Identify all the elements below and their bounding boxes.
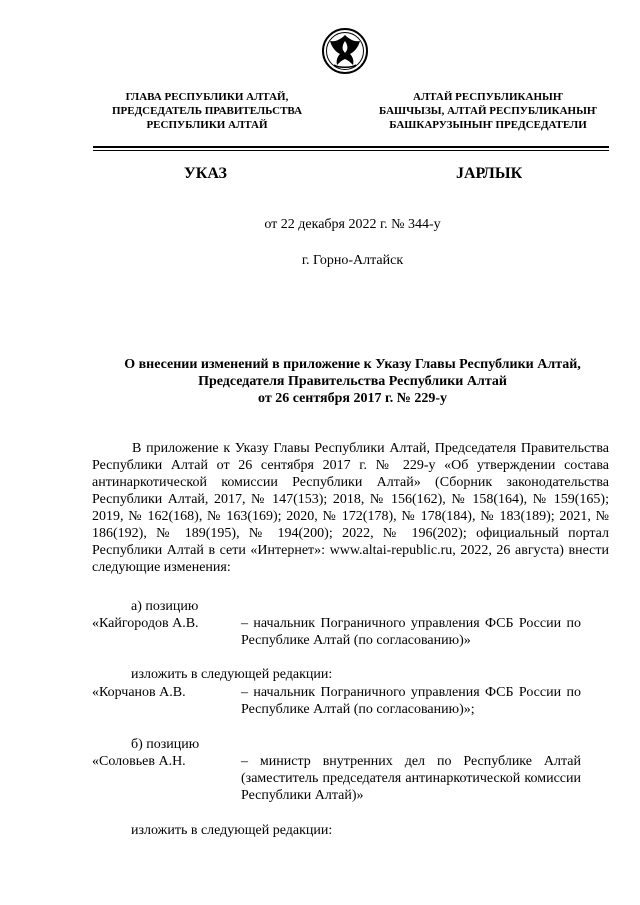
item-a-old-name: «Кайгородов А.В. (92, 616, 199, 631)
decree-city: г. Горно-Алтайск (301, 253, 404, 268)
item-a-new-desc: – начальник Пограничного управления ФСБ России по Республике Алтай (по согласованию)»; (241, 685, 581, 717)
item-a-label: а) позицию (131, 599, 199, 614)
header-right-line: БАШЧЫЗЫ, АЛТАЙ РЕСПУБЛИКАНЫҤ (378, 105, 598, 117)
header-divider-thick (93, 146, 609, 148)
document-type-alt: JАРЛЫК (456, 165, 523, 182)
subject-line: Председателя Правительства Республики Алтай (198, 374, 507, 389)
intro-paragraph: В приложение к Указу Главы Республики Алтай, Председателя Правительства Республики Алтай от 26 сентября 2017 г. № 229-у «Об утверждении состава антинаркотической комиссии Республики Алтай» (Сборник законодательства Республики Алтай, 2017, № 147(153); 2018, № 156(162), № 158(164), № 159(165); 2019, № 162(168), № 163(169); 2020, № 172(178), № 178(184), № 183(189); 2021, № 186(192), № 189(195), № 194(200); 2022, № 196(202); официальный портал Республики Алтай в сети «Интернет»: www.altai-republic.ru, 2022, 26 августа) внести следующие изменения: (92, 441, 609, 575)
header-left-line: ГЛАВА РЕСПУБЛИКИ АЛТАЙ, (125, 91, 289, 103)
header-left-line: ПРЕДСЕДАТЕЛЬ ПРАВИТЕЛЬСТВА (111, 105, 303, 117)
subject-line: от 26 сентября 2017 г. № 229-у (258, 391, 447, 406)
altai-emblem-icon (321, 27, 369, 75)
subject-line: О внесении изменений в приложение к Указу Главы Республики Алтай, (124, 357, 581, 372)
item-a-replace-label: изложить в следующей редакции: (131, 667, 333, 682)
header-right-block (362, 90, 614, 132)
item-a-new-name: «Корчанов А.В. (92, 685, 186, 700)
header-divider-thin (93, 150, 609, 151)
header-right-line: АЛТАЙ РЕСПУБЛИКАНЫҤ (413, 91, 563, 103)
item-b-label: б) позицию (131, 737, 200, 752)
item-a-old-desc: – начальник Пограничного управления ФСБ России по Республике Алтай (по согласованию)» (241, 616, 581, 648)
header-left-line: РЕСПУБЛИКИ АЛТАЙ (146, 119, 268, 131)
header-left-block (96, 90, 318, 132)
document-type-ru: УКАЗ (184, 165, 227, 182)
header-right-line: БАШКАРУЗЫНЫҤ ПРЕДСЕДАТЕЛИ (389, 119, 587, 131)
decree-date-number: от 22 декабря 2022 г. № 344-у (264, 217, 441, 232)
item-b-replace-label: изложить в следующей редакции: (131, 823, 333, 838)
item-b-old-desc: – министр внутренних дел по Республике Алтай (заместитель председателя антинаркотической комиссии Республики Алтай)» (241, 754, 581, 803)
item-b-old-name: «Соловьев А.Н. (92, 754, 186, 769)
decree-subject (96, 356, 609, 407)
